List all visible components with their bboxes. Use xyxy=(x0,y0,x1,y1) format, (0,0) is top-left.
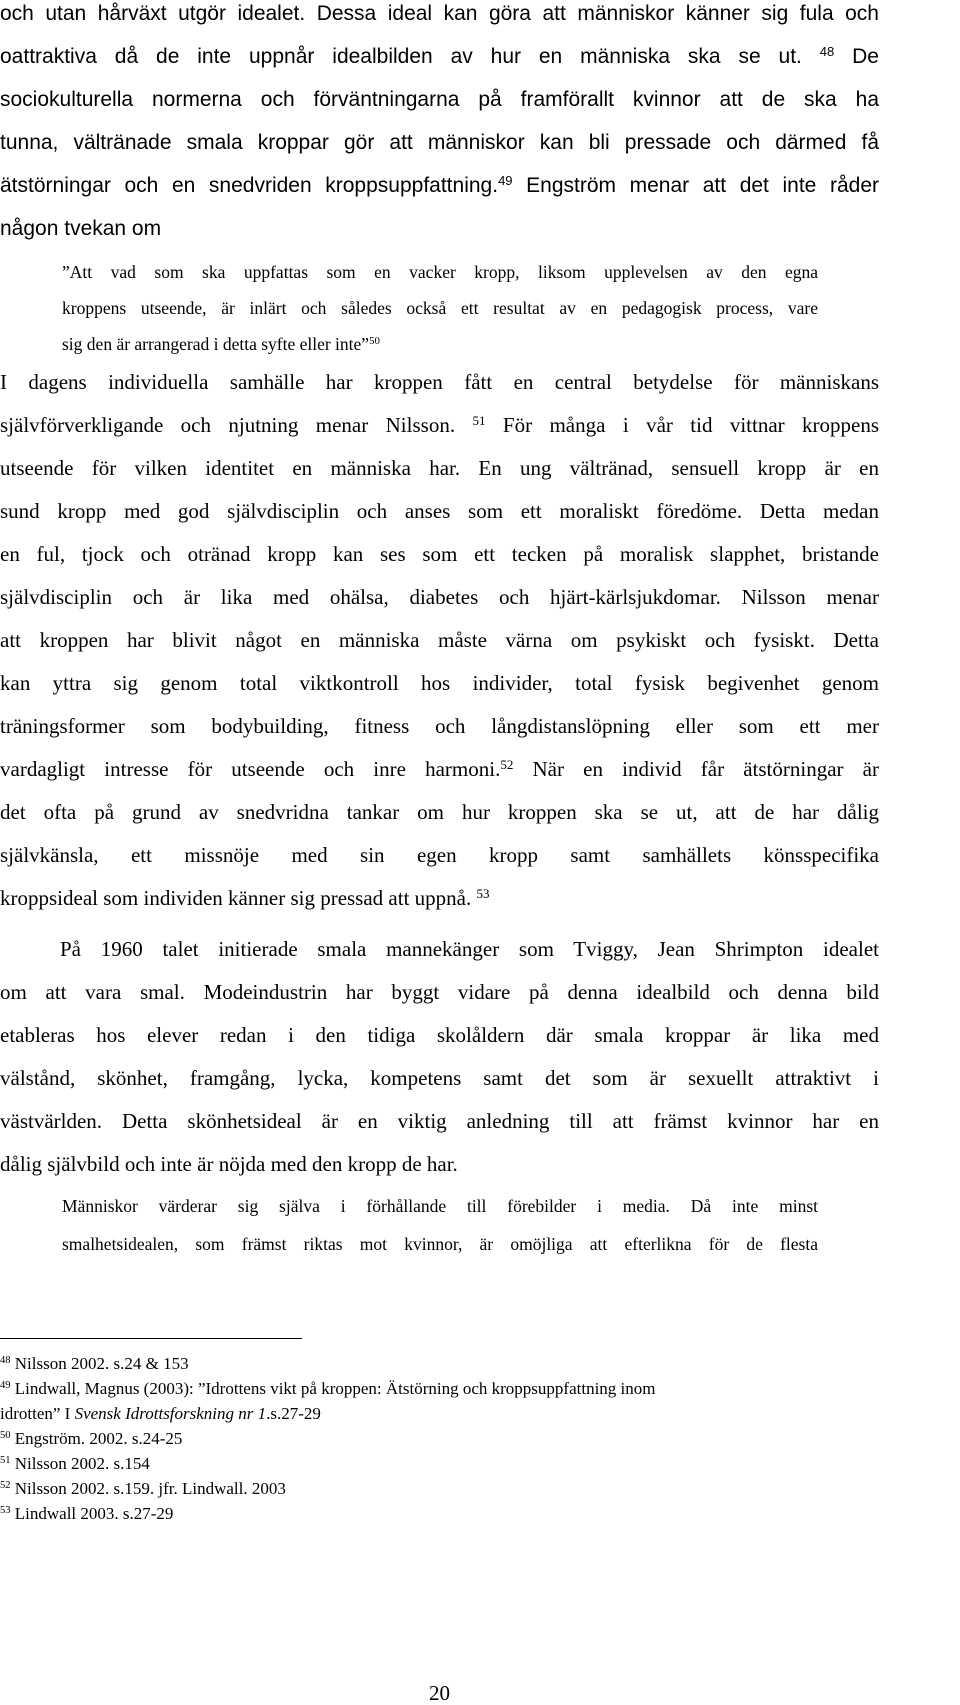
footnote-text: idrotten” I xyxy=(0,1404,75,1423)
footnote-51 xyxy=(0,1454,150,1474)
footnote-ref-53: 53 xyxy=(476,885,490,901)
text-segment: För många i vår tid vittnar kroppens xyxy=(502,413,880,437)
text-line: om att vara smal. Modeindustrin har byggt vidare på denna idealbild och denna bild xyxy=(0,980,879,1004)
page-number: 20 xyxy=(429,1681,450,1705)
text-segment: De xyxy=(852,45,879,68)
footnote-text: Lindwall 2003. s.27-29 xyxy=(14,1504,174,1523)
quote-line xyxy=(62,333,380,355)
footnote-text: Lindwall, Magnus (2003): ”Idrottens vikt på kroppen: Ätstörning och kroppsuppfattning inom xyxy=(14,1379,656,1398)
text-line: träningsformer som bodybuilding, fitness och långdistanslöpning eller som ett mer xyxy=(0,714,879,738)
quote-line: smalhetsidealen, som främst riktas mot kvinnor, är omöjliga att efterlikna för de flesta xyxy=(62,1234,818,1254)
text-segment: vardagligt intresse för utseende och inre harmoni. xyxy=(0,757,501,781)
footnote-49 xyxy=(0,1379,656,1399)
footnote-number: 53 xyxy=(0,1505,11,1517)
footnote-separator xyxy=(0,1338,302,1339)
footnote-52 xyxy=(0,1479,286,1499)
footnote-ref-52: 52 xyxy=(500,756,514,772)
text-line xyxy=(0,757,879,781)
footnote-text: Nilsson 2002. s.24 & 153 xyxy=(14,1354,189,1373)
text-line: västvärlden. Detta skönhetsideal är en viktig anledning till att främst kvinnor har en xyxy=(0,1109,879,1133)
footnote-ref-48: 48 xyxy=(819,43,835,59)
text-line: välstånd, skönhet, framgång, lycka, kompetens samt det som är sexuellt attraktivt i xyxy=(0,1066,879,1090)
footnote-number: 49 xyxy=(0,1380,11,1392)
text-line: I dagens individuella samhälle har kroppen fått en central betydelse för människans xyxy=(0,370,879,394)
footnote-journal-title: Svensk Idrottsforskning nr 1 xyxy=(74,1404,267,1423)
text-segment: Engström menar att det inte råder xyxy=(526,174,879,197)
text-line: sociokulturella normerna och förväntningarna på framförallt kvinnor att de ska ha xyxy=(0,88,879,111)
text-line: dålig självbild och inte är nöjda med den kropp de har. xyxy=(0,1152,458,1176)
text-line: det ofta på grund av snedvridna tankar om hur kroppen ska se ut, att de har dålig xyxy=(0,800,879,824)
text-segment: sig den är arrangerad i detta syfte eller inte” xyxy=(62,334,370,354)
text-segment: oattraktiva då de inte uppnår idealbilden av hur en människa ska se ut. xyxy=(0,45,802,68)
text-line: självkänsla, ett missnöje med sin egen kropp samt samhällets könsspecifika xyxy=(0,843,879,867)
footnote-number: 52 xyxy=(0,1480,11,1492)
text-line: etableras hos elever redan i den tidiga skolåldern där smala kroppar är lika med xyxy=(0,1023,879,1047)
text-line: att kroppen har blivit något en människa måste värna om psykiskt och fysiskt. Detta xyxy=(0,628,879,652)
text-segment: självförverkligande och njutning menar Nilsson. xyxy=(0,413,456,437)
text-line xyxy=(0,413,879,437)
footnote-ref-49: 49 xyxy=(498,172,513,188)
footnote-number: 50 xyxy=(0,1430,11,1442)
text-line: och utan hårväxt utgör idealet. Dessa ideal kan göra att människor känner sig fula och xyxy=(0,2,879,25)
quote-line: Människor värderar sig själva i förhållande till förebilder i media. Då inte minst xyxy=(62,1196,818,1216)
text-segment: kroppsideal som individen känner sig pressad att uppnå. xyxy=(0,886,472,910)
text-segment: När en individ får ätstörningar är xyxy=(532,757,879,781)
quote-line: kroppens utseende, är inlärt och således också ett resultat av en pedagogisk process, vare xyxy=(62,298,818,318)
text-line xyxy=(0,886,490,910)
text-line xyxy=(0,174,879,198)
footnote-53 xyxy=(0,1504,173,1524)
text-line: självdisciplin och är lika med ohälsa, diabetes och hjärt-kärlsjukdomar. Nilsson menar xyxy=(0,585,879,609)
text-line: tunna, vältränade smala kroppar gör att människor kan bli pressade och därmed få xyxy=(0,131,879,154)
footnote-number: 48 xyxy=(0,1355,11,1367)
text-line: kan yttra sig genom total viktkontroll hos individer, total fysisk begivenhet genom xyxy=(0,671,879,695)
text-segment: ätstörningar och en snedvriden kroppsuppfattning. xyxy=(0,174,499,197)
footnote-48 xyxy=(0,1354,189,1374)
text-line: På 1960 talet initierade smala mannekänger som Tviggy, Jean Shrimpton idealet xyxy=(60,937,879,961)
text-line: någon tvekan om xyxy=(0,217,162,240)
footnote-50 xyxy=(0,1429,182,1449)
text-line xyxy=(0,45,879,69)
footnote-ref-51: 51 xyxy=(472,412,486,428)
text-line: sund kropp med god självdisciplin och anses som ett moraliskt föredöme. Detta medan xyxy=(0,499,879,523)
footnote-49-cont xyxy=(0,1404,321,1424)
footnote-text: Engström. 2002. s.24-25 xyxy=(14,1429,183,1448)
footnote-number: 51 xyxy=(0,1455,11,1467)
footnote-text: Nilsson 2002. s.159. jfr. Lindwall. 2003 xyxy=(14,1479,286,1498)
text-line: en ful, tjock och otränad kropp kan ses som ett tecken på moralisk slapphet, bristande xyxy=(0,542,879,566)
footnote-ref-50: 50 xyxy=(369,335,380,348)
quote-line: ”Att vad som ska uppfattas som en vacker kropp, liksom upplevelsen av den egna xyxy=(62,262,818,282)
footnote-text: .s.27-29 xyxy=(266,1404,321,1423)
text-line: utseende för vilken identitet en människa har. En ung vältränad, sensuell kropp är en xyxy=(0,456,879,480)
footnote-text: Nilsson 2002. s.154 xyxy=(14,1454,150,1473)
